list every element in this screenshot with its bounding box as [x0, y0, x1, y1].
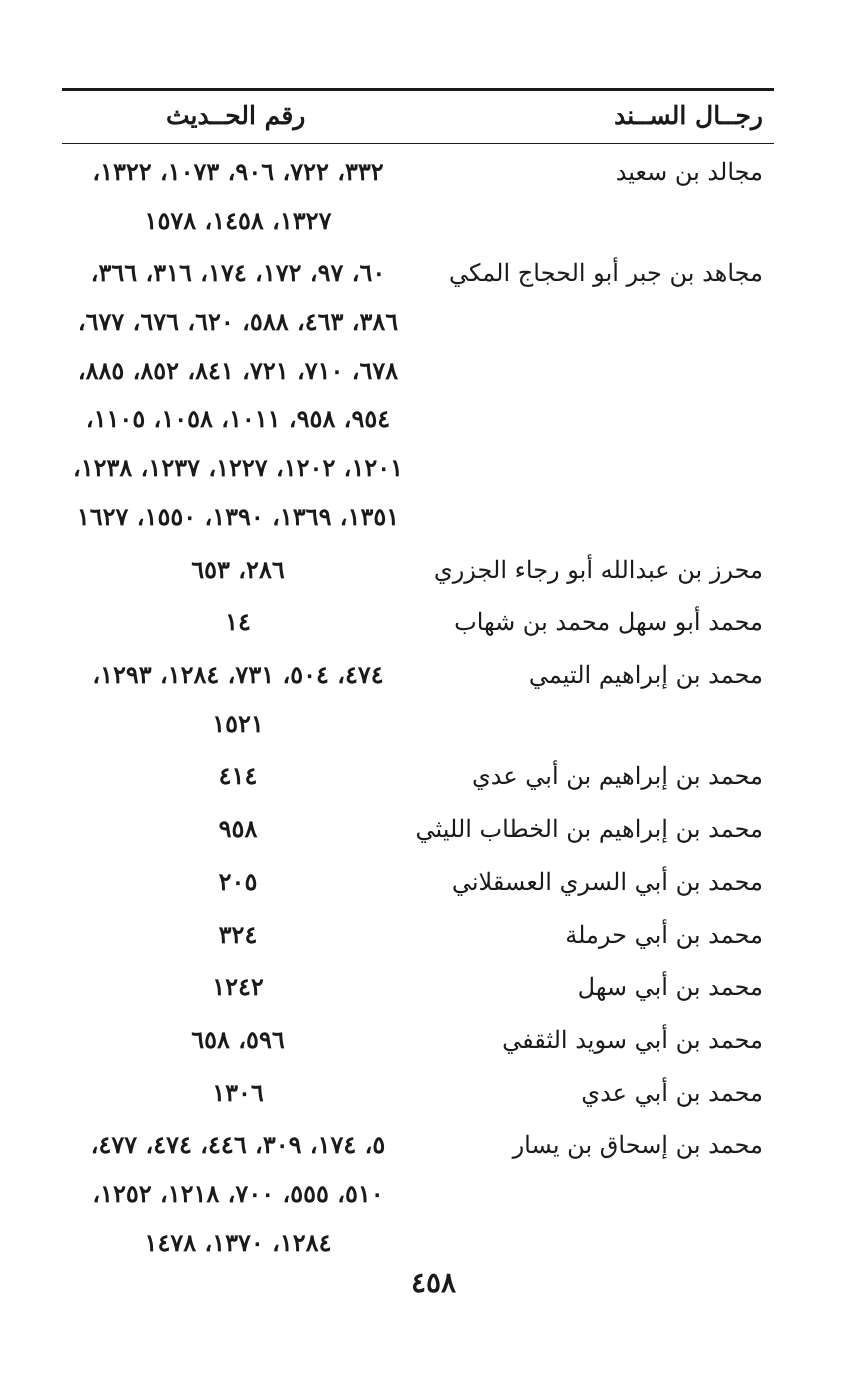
index-entry: [0, 1024, 867, 1073]
narrator-name: محمد بن أبي سهل: [577, 973, 763, 1002]
hadith-number-line: ٩٥٨: [218, 814, 258, 844]
hadith-number-line: ٦٧٨، ٧١٠، ٧٢١، ٨٤١، ٨٥٢، ٨٨٥،: [77, 355, 399, 385]
index-entry: [0, 1129, 867, 1275]
header-hadith-numbers: رقم الحــديث: [166, 101, 306, 130]
index-entry: [0, 1077, 867, 1126]
index-entry: [0, 813, 867, 862]
hadith-number-line: ٣٣٢، ٧٢٢، ٩٠٦، ١٠٧٣، ١٣٢٢،: [92, 157, 384, 186]
hadith-number-line: ٦٠، ٩٧، ١٧٢، ١٧٤، ٣١٦، ٣٦٦،: [90, 258, 386, 288]
narrator-name: مجالد بن سعيد: [615, 158, 763, 186]
hadith-number-line: ١٣٥١، ١٣٦٩، ١٣٩٠، ١٥٥٠، ١٦٢٧: [76, 501, 400, 531]
narrator-name: محمد بن إسحاق بن يسار: [512, 1131, 763, 1160]
hadith-number-line: ٢٨٦، ٦٥٣: [191, 554, 285, 584]
hadith-number-line: ١٢٠١، ١٢٠٢، ١٢٢٧، ١٢٣٧، ١٢٣٨،: [73, 453, 403, 483]
narrator-name: محمد بن إبراهيم التيمي: [528, 661, 763, 689]
hadith-number-line: ١٥٢١: [212, 708, 264, 738]
hadith-number-line: ١٣٢٧، ١٤٥٨، ١٥٧٨: [144, 205, 332, 235]
narrator-name: مجاهد بن جبر أبو الحجاج المكي: [449, 259, 763, 288]
index-entry: [0, 606, 867, 655]
index-entry: [0, 760, 867, 809]
hadith-number-line: ١٢٤٢: [212, 972, 264, 1002]
index-entry: [0, 659, 867, 756]
narrator-name: محمد بن أبي السري العسقلاني: [451, 867, 763, 896]
index-entry: [0, 257, 867, 549]
header-narrators: رجــال الســند: [614, 101, 763, 130]
hadith-number-line: ٣٢٤: [218, 919, 258, 949]
hadith-number-line: ٣٨٦، ٤٦٣، ٥٨٨، ٦٢٠، ٦٧٦، ٦٧٧،: [77, 307, 399, 337]
narrator-name: محمد بن إبراهيم بن أبي عدي: [471, 762, 763, 791]
hadith-number-line: ٢٠٥: [218, 866, 258, 896]
hadith-number-line: ٤٧٤، ٥٠٤، ٧٣١، ١٢٨٤، ١٢٩٣،: [92, 660, 384, 689]
narrator-name: محرز بن عبدالله أبو رجاء الجزري: [433, 555, 763, 584]
index-entry: [0, 971, 867, 1020]
page-number: ٤٥٨: [410, 1266, 457, 1299]
index-entry: [0, 919, 867, 968]
index-entry: [0, 156, 867, 253]
narrator-name: محمد بن أبي عدي: [581, 1078, 763, 1107]
hadith-number-line: ٥١٠، ٥٥٥، ٧٠٠، ١٢١٨، ١٢٥٢،: [92, 1178, 384, 1208]
narrator-name: محمد أبو سهل محمد بن شهاب: [454, 608, 763, 637]
hadith-number-line: ٤١٤: [218, 761, 258, 791]
hadith-number-line: ١٤: [225, 607, 251, 637]
narrator-name: محمد بن أبي حرملة: [565, 920, 763, 949]
hadith-number-line: ١٣٠٦: [212, 1077, 264, 1107]
hadith-number-line: ٥٩٦، ٦٥٨: [191, 1024, 285, 1054]
hadith-number-line: ٥، ١٧٤، ٣٠٩، ٤٤٦، ٤٧٤، ٤٧٧،: [90, 1130, 386, 1160]
index-entry: [0, 554, 867, 603]
narrator-name: محمد بن إبراهيم بن الخطاب الليثي: [415, 815, 763, 844]
hadith-number-line: ١٢٨٤، ١٣٧٠، ١٤٧٨: [144, 1227, 332, 1257]
index-entry: [0, 866, 867, 915]
hadith-number-line: ٩٥٤، ٩٥٨، ١٠١١، ١٠٥٨، ١١٠٥،: [85, 404, 391, 434]
narrator-name: محمد بن أبي سويد الثقفي: [502, 1025, 763, 1054]
